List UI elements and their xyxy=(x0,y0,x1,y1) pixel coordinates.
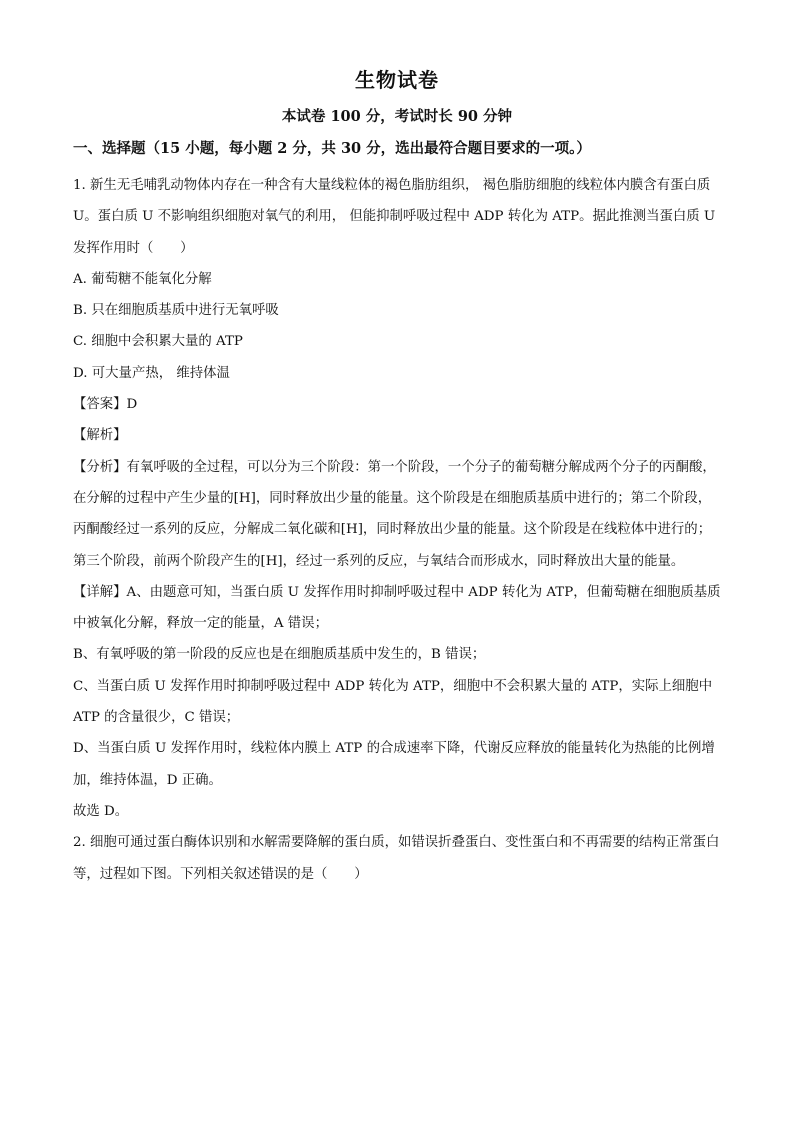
question-body xyxy=(73,170,721,890)
analysis-detail-c: C、当蛋白质 U 发挥作用时抑制呼吸过程中 ADP 转化为 ATP，细胞中不会积累大量的 ATP，实际上细胞中 ATP 的含量很少，C 错误； xyxy=(73,678,713,726)
question-2-stem: 2. 细胞可通过蛋白酶体识别和水解需要降解的蛋白质，如错误折叠蛋白、变性蛋白和不再需要的结构正常蛋白等，过程如下图。下列相关叙述错误的是（ ） xyxy=(73,835,720,882)
page-title: 生物试卷 xyxy=(355,68,439,92)
analysis-detail-b: B、有氧呼吸的第一阶段的反应也是在细胞质基质中发生的，B 错误； xyxy=(73,647,486,663)
analysis-detail-a: 【详解】A、由题意可知，当蛋白质 U 发挥作用时抑制呼吸过程中 ADP 转化为 ATP，但葡萄糖在细胞质基质中被氧化分解，释放一定的能量，A 错误； xyxy=(73,584,721,632)
option-a: A. 葡萄糖不能氧化分解 xyxy=(73,271,212,287)
section-heading: 一、选择题（15 小题，每小题 2 分，共 30 分，选出最符合题目要求的一项。） xyxy=(73,140,591,157)
option-d: D. 可大量产热， 维持体温 xyxy=(73,365,230,381)
analysis-conclusion: 故选 D。 xyxy=(73,803,129,819)
option-c: C. 细胞中会积累大量的 ATP xyxy=(73,334,243,350)
option-b: B. 只在细胞质基质中进行无氧呼吸 xyxy=(73,303,279,319)
answer-line: 【答案】D xyxy=(73,397,138,413)
analysis-detail-d: D、当蛋白质 U 发挥作用时，线粒体内膜上 ATP 的合成速率下降，代谢反应释放的能量转化为热能的比例增加，维持体温，D 正确。 xyxy=(73,741,715,788)
analysis-label: 【解析】 xyxy=(73,428,127,444)
exam-info: 本试卷 100 分，考试时长 90 分钟 xyxy=(281,108,513,125)
analysis-fenxi: 【分析】有氧呼吸的全过程，可以分为三个阶段：第一个阶段，一个分子的葡萄糖分解成两个分子的丙酮酸，在分解的过程中产生少量的[H]，同时释放出少量的能量。这个阶段是在细胞质基质中进行的；第二个阶段，丙酮酸经过一系列的反应，分解成二氧化碳和[H]，同时释放出少量的能量。这个阶段是在线粒体中进行的；第三个阶段，前两个阶段产生的[H]，经过一系列的反应，与氧结合而形成水，同时释放出大量的能量。 xyxy=(73,459,716,569)
question-1-stem: 1. 新生无毛哺乳动物体内存在一种含有大量线粒体的褐色脂肪组织， 褐色脂肪细胞的线粒体内膜含有蛋白质 U。蛋白质 U 不影响组织细胞对氧气的利用， 但能抑制呼吸过程中 ADP 转化为 ATP。据此推测当蛋白质 U 发挥作用时（ ） xyxy=(73,178,716,256)
